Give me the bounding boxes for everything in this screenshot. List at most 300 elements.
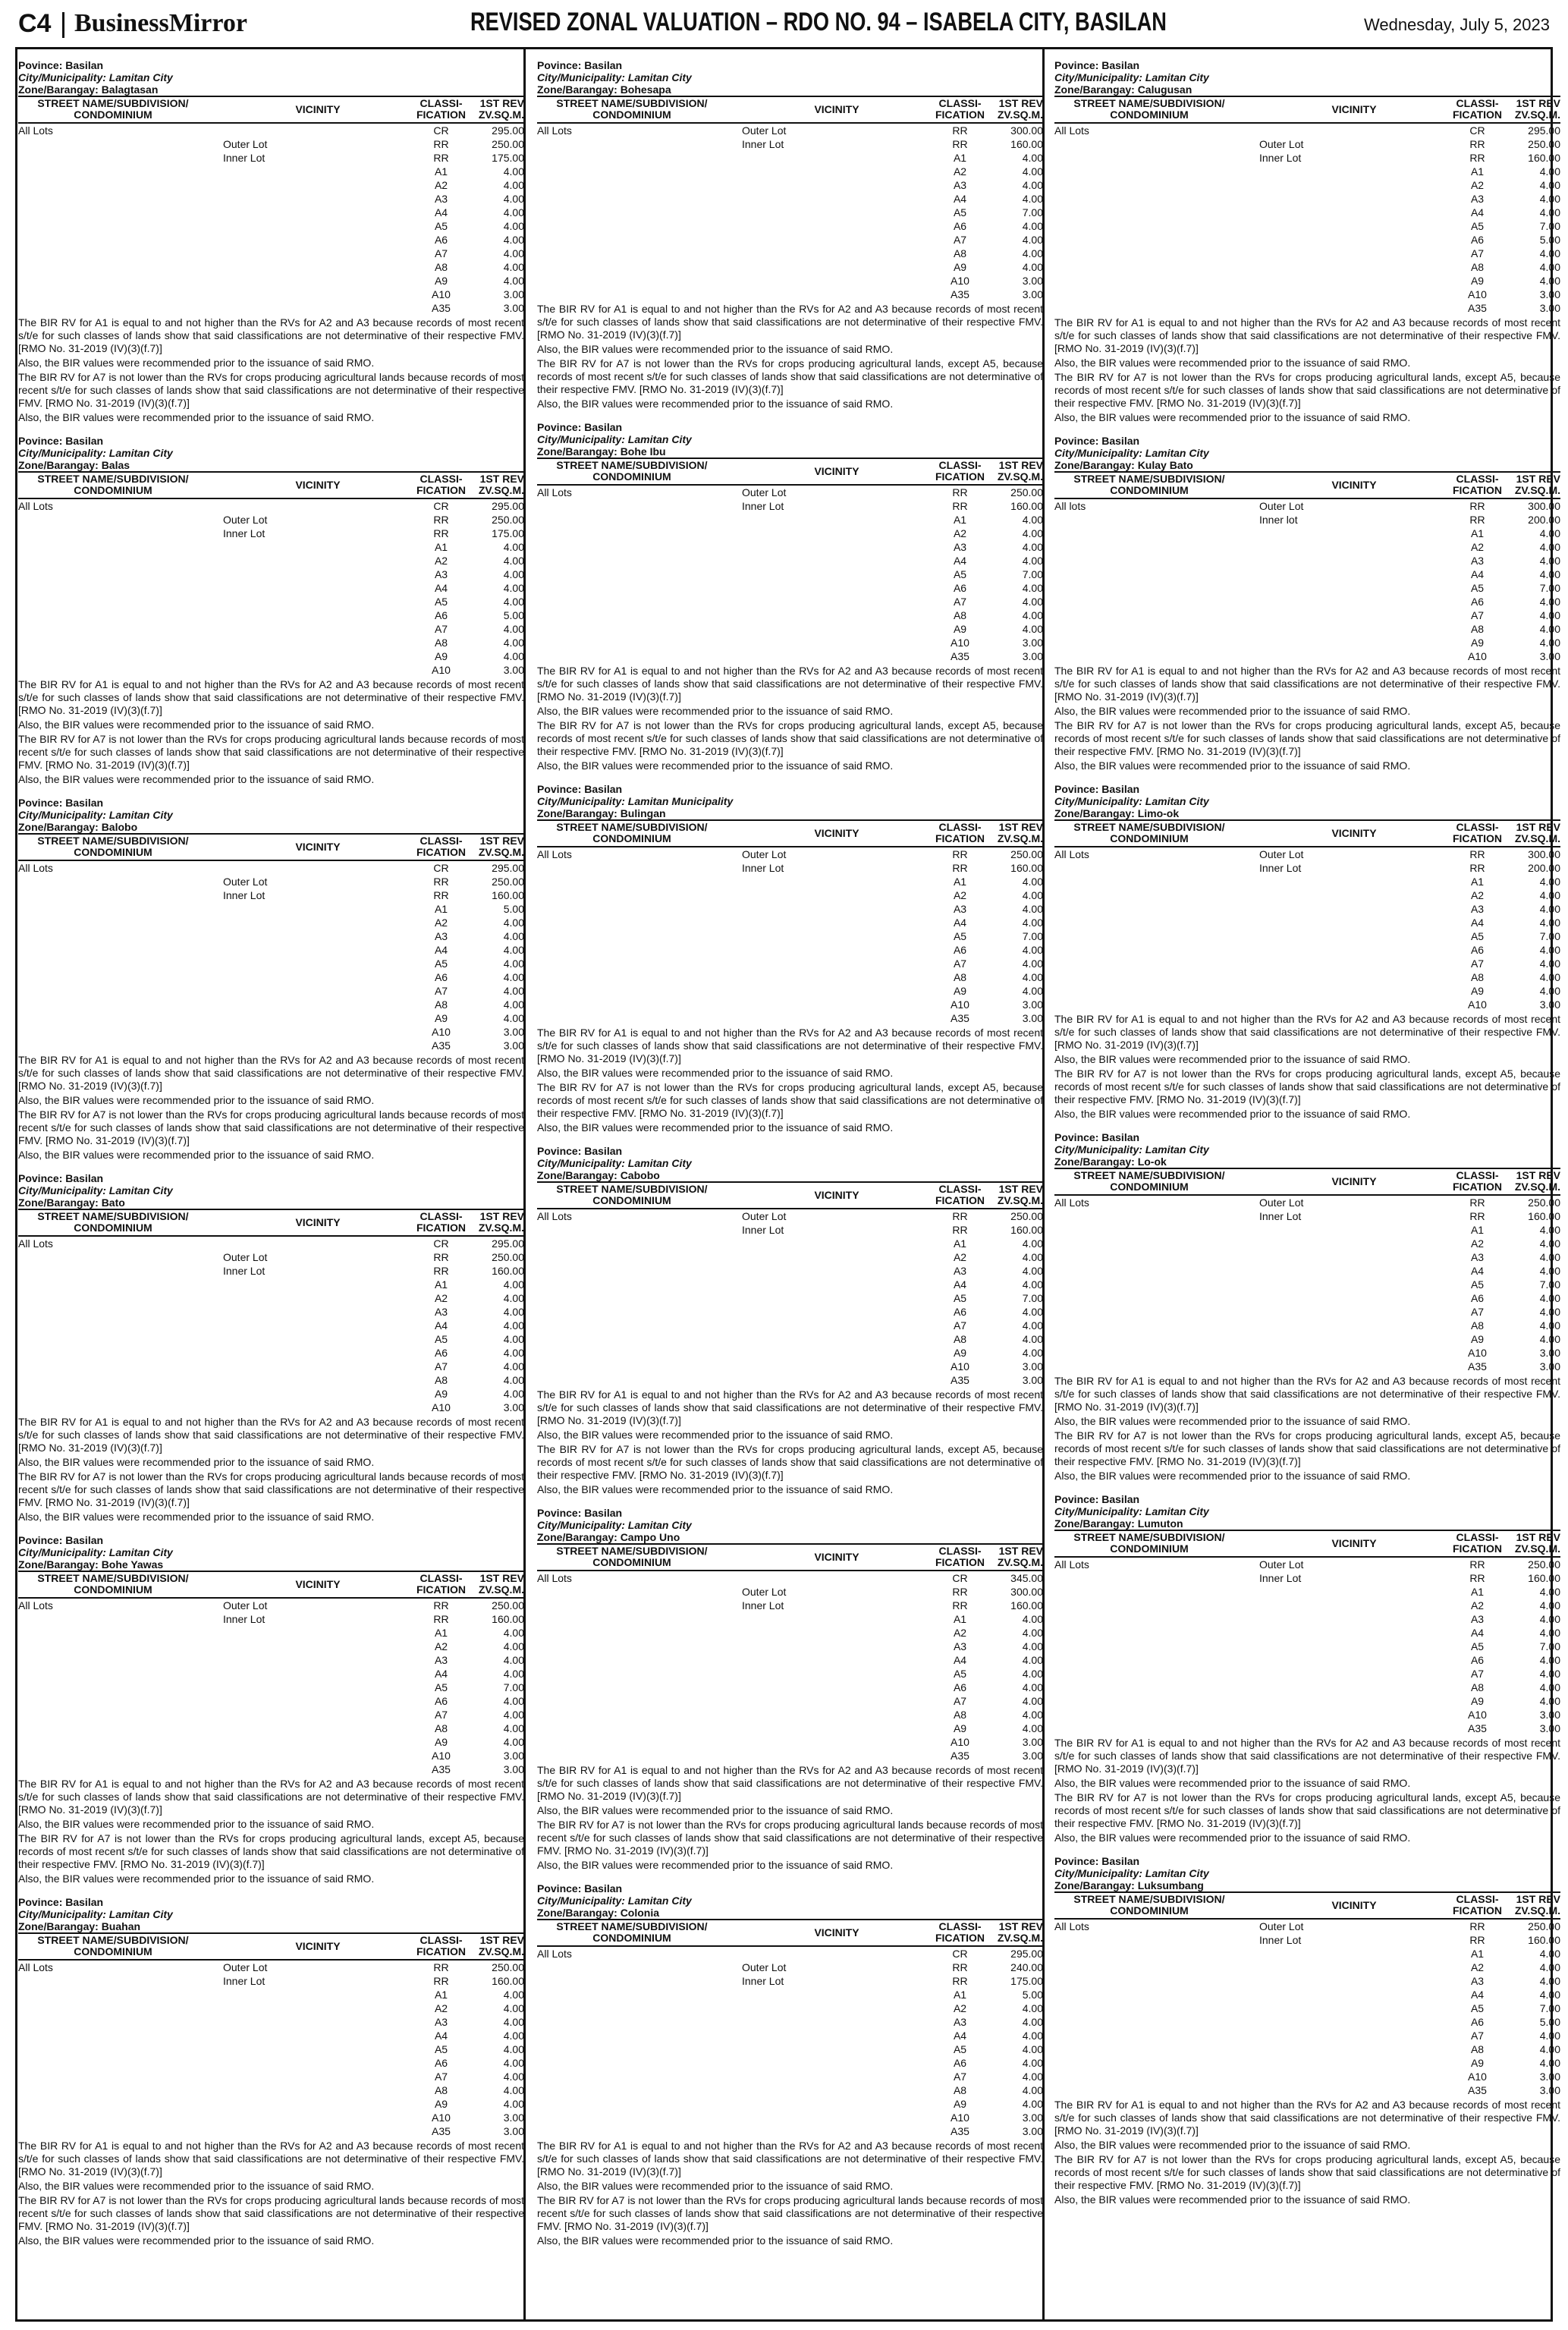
street-cell [1054,1264,1244,1278]
value-cell: 160.00 [492,1975,524,1987]
note-also: Also, the BIR values were recommended prior to the issuance of said RMO. [537,2180,894,2192]
valuation-table [18,96,524,315]
classification-cell: A8 [434,998,448,1011]
classification-cell: CR [433,862,449,874]
street-cell [18,1011,208,1025]
value-cell: 4.00 [503,541,524,553]
street-cell [18,554,208,568]
table-row [1054,2070,1560,2083]
vicinity-cell [1244,178,1449,192]
vicinity-cell [727,1346,932,1360]
table-body [18,123,524,315]
vicinity-cell [1244,929,1449,943]
note-also: Also, the BIR values were recommended prior to the issuance of said RMO. [1054,1777,1411,1789]
street-cell [18,2042,208,2056]
table-row [537,1319,1043,1332]
table-row [18,554,524,568]
classification-cell: A5 [953,930,967,942]
street-cell [18,301,208,315]
value-cell: 4.00 [503,2057,524,2069]
vicinity-cell [727,219,932,233]
vicinity-cell [727,2029,932,2042]
vicinity-cell [208,970,413,984]
table-row [18,622,524,636]
classification-cell: A7 [953,596,967,608]
street-cell: All Lots [18,124,53,137]
vicinity-cell [727,1612,932,1626]
vicinity-cell [1244,540,1449,554]
note-also: Also, the BIR values were recommended prior to the issuance of said RMO. [18,1456,375,1468]
value-cell: 250.00 [1010,1210,1043,1222]
table-body [1054,1919,1560,2097]
street-cell [18,1305,208,1319]
table-row [1054,301,1560,315]
vicinity-cell [1244,1585,1449,1599]
value-cell: 4.00 [1539,261,1560,273]
table-row [18,1762,524,1776]
street-column-header: STREET NAME/SUBDIVISION/ CONDOMINIUM [537,458,727,485]
street-cell [18,137,208,151]
value-cell: 4.00 [503,1654,524,1666]
street-cell [18,1667,208,1681]
vicinity-cell [727,554,932,568]
vicinity-cell [1244,1626,1449,1640]
vicinity-column-header: VICINITY [208,834,413,860]
table-row [1054,1250,1560,1264]
street-cell [18,636,208,649]
vicinity-cell [208,608,413,622]
vicinity-cell [1244,1961,1449,1974]
table-body [18,498,524,677]
classification-cell: A4 [1470,1627,1485,1639]
classification-cell: A5 [953,568,967,580]
street-cell [18,206,208,219]
street-cell [18,1708,208,1722]
table-row [1054,260,1560,274]
vicinity-cell: Outer Lot [223,876,268,888]
street-cell [1054,1346,1244,1360]
classification-column-header: CLASSI- FICATION [932,458,988,485]
value-cell: 4.00 [503,1668,524,1680]
street-cell [18,288,208,301]
value-cell: 4.00 [1022,2002,1043,2014]
classification-cell: A8 [953,247,967,259]
table-row [1054,1278,1560,1291]
classification-cell: A3 [1470,1613,1485,1625]
value-cell: 4.00 [1539,1948,1560,1960]
classification-cell: A8 [1470,2043,1485,2055]
note-a1: The BIR RV for A1 is equal to and not higher than the RVs for A2 and A3 because records of most recent s/t/e for such classes of lands show that said classifications are not determinative of their respective FMV. [RMO No. 31-2019 (IV)(3)(f.7)] [537,2140,1043,2177]
vicinity-cell [1244,1612,1449,1626]
street-cell [1054,595,1244,608]
header-row [18,96,524,123]
value-cell: 240.00 [1010,1961,1043,1973]
table-row [18,1708,524,1722]
table-row [18,1346,524,1360]
value-cell: 4.00 [503,1640,524,1652]
street-cell [18,1640,208,1653]
vicinity-cell [1244,1305,1449,1319]
table-row [537,1250,1043,1264]
value-cell: 7.00 [1539,1278,1560,1291]
street-cell [537,2070,727,2083]
vicinity-cell [727,970,932,984]
city-heading: City/Municipality: Lamitan City [1054,71,1209,83]
table-row [1054,2001,1560,2015]
vicinity-column-header: VICINITY [727,820,932,847]
street-cell [18,1319,208,1332]
vicinity-cell: Inner Lot [742,138,784,150]
street-cell [1054,137,1244,151]
classification-cell: A8 [953,609,967,621]
value-cell: 4.00 [1022,2016,1043,2028]
street-cell [18,219,208,233]
street-cell [1054,2056,1244,2070]
classification-cell: A1 [953,514,967,526]
value-cell: 4.00 [1539,1961,1560,1973]
street-cell [537,260,727,274]
classification-cell: A1 [953,152,967,164]
value-cell: 4.00 [1539,247,1560,259]
masthead-divider [62,12,64,38]
street-cell [18,2083,208,2097]
zone-heading: Zone/Barangay: Campo Uno [537,1531,680,1543]
classification-cell: A10 [1468,1709,1487,1721]
note-also: Also, the BIR values were recommended prior to the issuance of said RMO. [1054,705,1411,717]
zone-section [537,421,1043,772]
table-header [1054,472,1560,498]
table-row [1054,206,1560,219]
city-heading: City/Municipality: Lamitan City [1054,1505,1209,1517]
street-cell [18,1278,208,1291]
table-row [1054,1585,1560,1599]
street-cell [18,1749,208,1762]
value-cell: 4.00 [1022,1627,1043,1639]
note-a7: The BIR RV for A7 is not lower than the RVs for crops producing agricultural lands, except A5, because records of most recent s/t/e for such classes of lands show that said classifications are not determinative of their respective FMV. [RMO No. 31-2019 (IV)(3)(f.7)] [1054,371,1560,409]
value-cell: 4.00 [1539,555,1560,567]
value-cell: 3.00 [1022,637,1043,649]
classification-cell: RR [433,138,449,150]
value-cell: 4.00 [503,971,524,983]
table-row [18,595,524,608]
province-heading: Povince: Basilan [537,1145,623,1157]
classification-cell: A5 [1470,2002,1485,2014]
table-row [1054,568,1560,581]
province-heading: Povince: Basilan [537,1507,623,1519]
vicinity-cell: Inner Lot [742,1975,784,1987]
vicinity-cell [727,929,932,943]
vicinity-cell [727,1237,932,1250]
vicinity-cell [1244,301,1449,315]
value-cell: 4.00 [1539,944,1560,956]
header-row [537,96,1043,123]
vicinity-cell [727,540,932,554]
vicinity-column-header: VICINITY [727,96,932,123]
classification-cell: A2 [434,555,448,567]
street-cell [18,1681,208,1694]
table-row [537,274,1043,288]
classification-cell: A7 [434,623,448,635]
table-header [537,820,1043,847]
vicinity-cell [208,274,413,288]
valuation-table [537,1543,1043,1762]
table-row [1054,513,1560,527]
table-row [1054,178,1560,192]
vicinity-cell [208,1011,413,1025]
value-cell: 250.00 [1528,1920,1560,1932]
vicinity-cell: Outer Lot [223,1251,268,1263]
note-also: Also, the BIR values were recommended prior to the issuance of said RMO. [18,1511,375,1523]
vicinity-cell [1244,527,1449,540]
classification-cell: A1 [953,1613,967,1625]
classification-cell: A8 [1470,623,1485,635]
table-row [537,1360,1043,1373]
value-cell: 3.00 [1539,1360,1560,1373]
street-cell [1054,1332,1244,1346]
street-cell [18,1346,208,1360]
classification-cell: A8 [434,1722,448,1734]
zone-heading: Zone/Barangay: Bulingan [537,807,666,819]
vicinity-cell [1244,1223,1449,1237]
table-row [18,513,524,527]
street-cell: All Lots [1054,1558,1089,1571]
street-cell [537,2124,727,2138]
value-cell: 4.00 [503,2002,524,2014]
value-cell: 160.00 [1010,1224,1043,1236]
table-row [1054,1332,1560,1346]
value-cell: 4.00 [1022,1722,1043,1734]
vicinity-cell [208,2029,413,2042]
vicinity-cell [727,1946,932,1961]
value-cell: 4.00 [1539,1224,1560,1236]
vicinity-cell [208,2111,413,2124]
header-row [537,1544,1043,1571]
street-cell [1054,1933,1244,1947]
classification-cell: RR [433,1265,449,1277]
value-cell: 3.00 [1022,1012,1043,1024]
table-row [1054,1223,1560,1237]
street-cell [18,888,208,902]
table-row [537,2124,1043,2138]
street-cell [537,1332,727,1346]
value-cell: 4.00 [1022,220,1043,232]
table-row [537,247,1043,260]
value-cell: 160.00 [1528,152,1560,164]
street-cell [537,2111,727,2124]
table-row [537,1946,1043,1961]
province-heading: Povince: Basilan [1054,1131,1140,1143]
classification-cell: RR [1469,1196,1485,1209]
table-row [537,499,1043,513]
note-also: Also, the BIR values were recommended prior to the issuance of said RMO. [1054,357,1411,369]
value-column-header: 1ST REV ZV.SQ.M. [1506,96,1560,123]
vicinity-cell: Inner Lot [223,1613,266,1625]
vicinity-cell: Inner Lot [742,1224,784,1236]
valuation-table [537,96,1043,301]
vicinity-column-header: VICINITY [727,1920,932,1946]
header-row [1054,96,1560,123]
province-heading: Povince: Basilan [1054,59,1140,71]
note-also: Also, the BIR values were recommended prior to the issuance of said RMO. [537,2234,894,2247]
vicinity-cell [727,1681,932,1694]
classification-cell: A3 [1470,555,1485,567]
classification-cell: A10 [432,288,451,300]
note-a1: The BIR RV for A1 is equal to and not higher than the RVs for A2 and A3 because records of most recent s/t/e for such classes of lands show that said classifications are not determinative of their respective FMV. [RMO No. 31-2019 (IV)(3)(f.7)] [18,1054,524,1092]
table-row [537,622,1043,636]
classification-cell: A4 [953,1654,967,1666]
table-row [1054,540,1560,554]
note-a1: The BIR RV for A1 is equal to and not higher than the RVs for A2 and A3 because records of most recent s/t/e for such classes of lands show that said classifications are not determinative of their respective FMV. [RMO No. 31-2019 (IV)(3)(f.7)] [537,1027,1043,1064]
value-cell: 3.00 [1022,650,1043,662]
vicinity-cell: Outer Lot [1259,138,1304,150]
vicinity-column-header: VICINITY [1244,1530,1449,1557]
city-heading: City/Municipality: Lamitan City [1054,1143,1209,1156]
street-cell [1054,1571,1244,1585]
value-cell: 4.00 [1539,637,1560,649]
street-cell [537,1961,727,1974]
value-cell: 4.00 [1022,1681,1043,1693]
classification-cell: A7 [434,985,448,997]
classification-cell: A6 [434,971,448,983]
table-row [1054,137,1560,151]
value-cell: 4.00 [1539,1333,1560,1345]
street-cell [537,554,727,568]
table-header [537,96,1043,123]
classification-cell: A1 [1470,1224,1485,1236]
classification-cell: A5 [1470,220,1485,232]
street-cell [1054,233,1244,247]
table-row [537,984,1043,998]
classification-cell: A5 [434,957,448,970]
vicinity-cell: Inner Lot [223,527,266,539]
table-row [537,1667,1043,1681]
classification-cell: A4 [953,917,967,929]
note-also: Also, the BIR values were recommended prior to the issuance of said RMO. [18,1872,375,1885]
value-cell: 295.00 [492,862,524,874]
classification-cell: A35 [951,2125,969,2137]
table-row [18,2083,524,2097]
value-cell: 4.00 [503,917,524,929]
vicinity-cell [208,1722,413,1735]
classification-cell: A3 [434,193,448,205]
note-a1: The BIR RV for A1 is equal to and not higher than the RVs for A2 and A3 because records of most recent s/t/e for such classes of lands show that said classifications are not determinative of their respective FMV. [RMO No. 31-2019 (IV)(3)(f.7)] [537,303,1043,341]
table-row [537,1585,1043,1599]
classification-cell: A9 [1470,1695,1485,1707]
zone-section [1054,435,1560,772]
vicinity-cell [727,916,932,929]
classification-cell: A3 [434,2016,448,2028]
table-row [18,1025,524,1039]
zone-heading: Zone/Barangay: Lumuton [1054,1517,1183,1530]
classification-cell: A6 [953,944,967,956]
value-cell: 4.00 [503,568,524,580]
classification-cell: A4 [434,206,448,219]
vicinity-cell [1244,888,1449,902]
issue-date: Wednesday, July 5, 2023 [1363,15,1550,34]
value-cell: 160.00 [1528,1572,1560,1584]
city-heading: City/Municipality: Lamitan City [18,1908,173,1920]
table-row [18,943,524,957]
table-row [1054,527,1560,540]
classification-cell: A4 [1470,1989,1485,2001]
street-cell [537,1694,727,1708]
classification-cell: A6 [953,1681,967,1693]
classification-cell: RR [433,1961,449,1973]
table-row [1054,1653,1560,1667]
table-header [1054,1530,1560,1557]
street-cell [18,1332,208,1346]
zone-heading: Zone/Barangay: Bohe Ibu [537,445,666,458]
vicinity-cell [727,2070,932,2083]
vicinity-cell [1244,1640,1449,1653]
classification-cell: A10 [951,2111,969,2124]
table-row [1054,288,1560,301]
classification-cell: RR [1469,1920,1485,1932]
value-cell: 4.00 [503,2098,524,2110]
table-row [1054,1988,1560,2001]
classification-cell: RR [1469,514,1485,526]
table-row [537,1626,1043,1640]
note-also: Also, the BIR values were recommended prior to the issuance of said RMO. [18,2234,375,2247]
classification-cell: A8 [953,2084,967,2096]
classification-cell: RR [433,152,449,164]
value-cell: 5.00 [1539,234,1560,246]
classification-cell: A5 [434,220,448,232]
value-cell: 4.00 [1539,1237,1560,1250]
street-cell [18,2001,208,2015]
table-row [537,2001,1043,2015]
street-cell: All Lots [18,1599,53,1612]
vicinity-cell [208,998,413,1011]
city-heading: City/Municipality: Lamitan City [1054,447,1209,459]
table-row [18,1653,524,1667]
header-row [537,458,1043,485]
street-cell [537,1237,727,1250]
value-cell: 4.00 [1539,1989,1560,2001]
street-cell [18,1612,208,1626]
street-cell [1054,1947,1244,1961]
note-also: Also, the BIR values were recommended prior to the issuance of said RMO. [1054,411,1411,423]
province-heading: Povince: Basilan [18,1896,104,1908]
table-row [18,1264,524,1278]
value-cell: 250.00 [1528,1558,1560,1571]
vicinity-cell [208,498,413,513]
classification-cell: A5 [1470,1640,1485,1652]
city-heading: City/Municipality: Lamitan City [1054,795,1209,807]
vicinity-cell [1244,1250,1449,1264]
street-cell [18,875,208,888]
note-also: Also, the BIR values were recommended prior to the issuance of said RMO. [18,1818,375,1830]
zone-heading: Zone/Barangay: Buahan [18,1920,141,1932]
street-cell [1054,957,1244,970]
table-row [537,916,1043,929]
classification-cell: A6 [953,582,967,594]
vicinity-cell [1244,1694,1449,1708]
value-cell: 300.00 [1528,500,1560,512]
classification-cell: A35 [951,650,969,662]
value-cell: 4.00 [1022,1654,1043,1666]
table-row [537,2083,1043,2097]
street-cell [1054,165,1244,178]
classification-cell: A8 [434,1374,448,1386]
note-a7: The BIR RV for A7 is not lower than the RVs for crops producing agricultural lands because records of most recent s/t/e for such classes of lands show that said classifications are not determinative of their respective FMV. [RMO No. 31-2019 (IV)(3)(f.7)] [537,2194,1043,2232]
value-cell: 4.00 [1022,1709,1043,1721]
street-column-header: STREET NAME/SUBDIVISION/ CONDOMINIUM [18,1209,208,1236]
vicinity-cell [727,636,932,649]
vicinity-cell [1244,1681,1449,1694]
street-cell [18,568,208,581]
classification-cell: A10 [432,1401,451,1413]
